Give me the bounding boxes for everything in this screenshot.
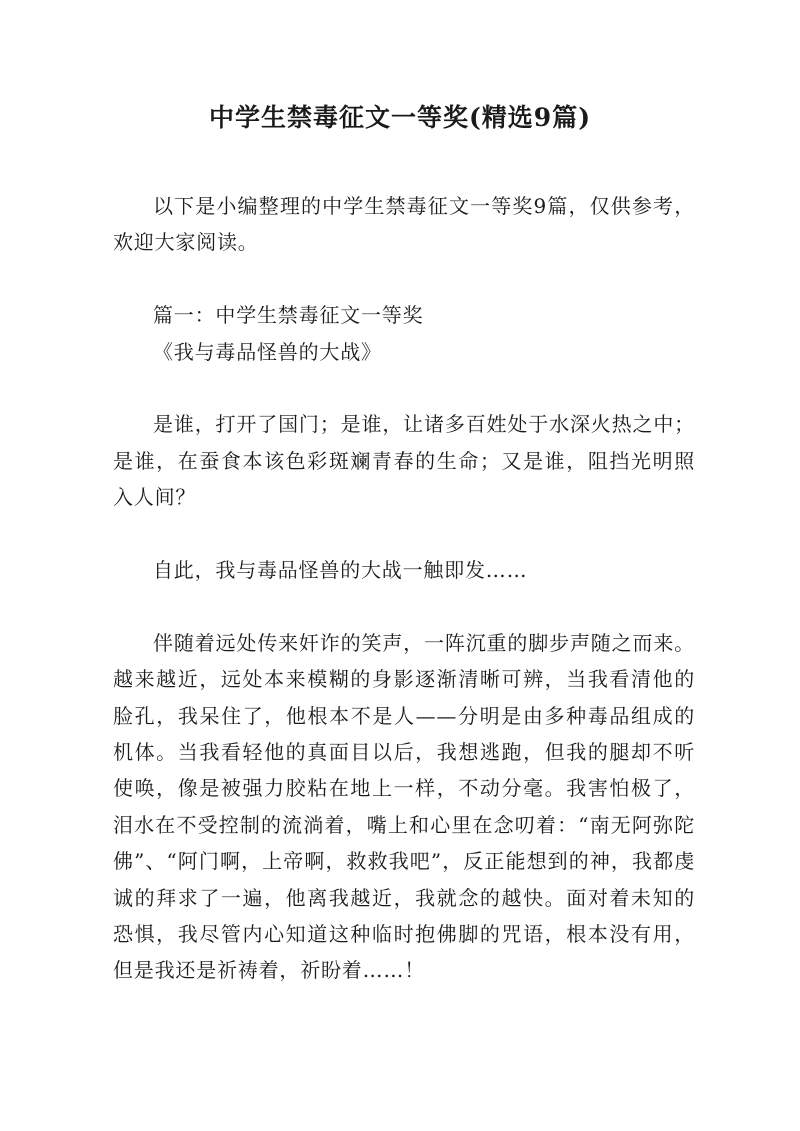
essay-title: 《我与毒品怪兽的大战》 bbox=[153, 339, 382, 364]
intro-paragraph: 以下是小编整理的中学生禁毒征文一等奖9篇，仅供参考，欢迎大家阅读。 bbox=[113, 194, 695, 255]
paragraph-gap bbox=[113, 370, 695, 406]
section-heading: 篇一：中学生禁毒征文一等奖 bbox=[153, 303, 424, 328]
body-paragraph: 是谁，打开了国门；是谁，让诸多百姓处于水深火热之中；是谁，在蚕食本该色彩斑斓青春的生命；又是谁，阻挡光明照入人间？ bbox=[113, 412, 695, 510]
document-body bbox=[113, 188, 695, 989]
paragraph-gap bbox=[113, 588, 695, 624]
body-paragraph: 伴随着远处传来奸诈的笑声，一阵沉重的脚步声随之而来。越来越近，远处本来模糊的身影逐渐清晰可辨，当我看清他的脸孔，我呆住了，他根本不是人——分明是由多种毒品组成的机体。当我看轻他的真面目以后，我想逃跑，但我的腿却不听使唤，像是被强力胶粘在地上一样，不动分毫。我害怕极了，泪水在不受控制的流淌着，嘴上和心里在念叨着：“南无阿弥陀佛”、“阿门啊，上帝啊，救救我吧”，反正能想到的神，我都虔诚的拜求了一遍，他离我越近，我就念的越快。面对着未知的恐惧，我尽管内心知道这种临时抱佛脚的咒语，根本没有用，但是我还是祈祷着，祈盼着……！ bbox=[113, 630, 695, 983]
document-title: 中学生禁毒征文一等奖(精选9篇) bbox=[208, 103, 592, 132]
body-paragraph: 自此，我与毒品怪兽的大战一触即发…… bbox=[153, 558, 528, 583]
paragraph-gap bbox=[113, 261, 695, 297]
paragraph-gap bbox=[113, 516, 695, 552]
